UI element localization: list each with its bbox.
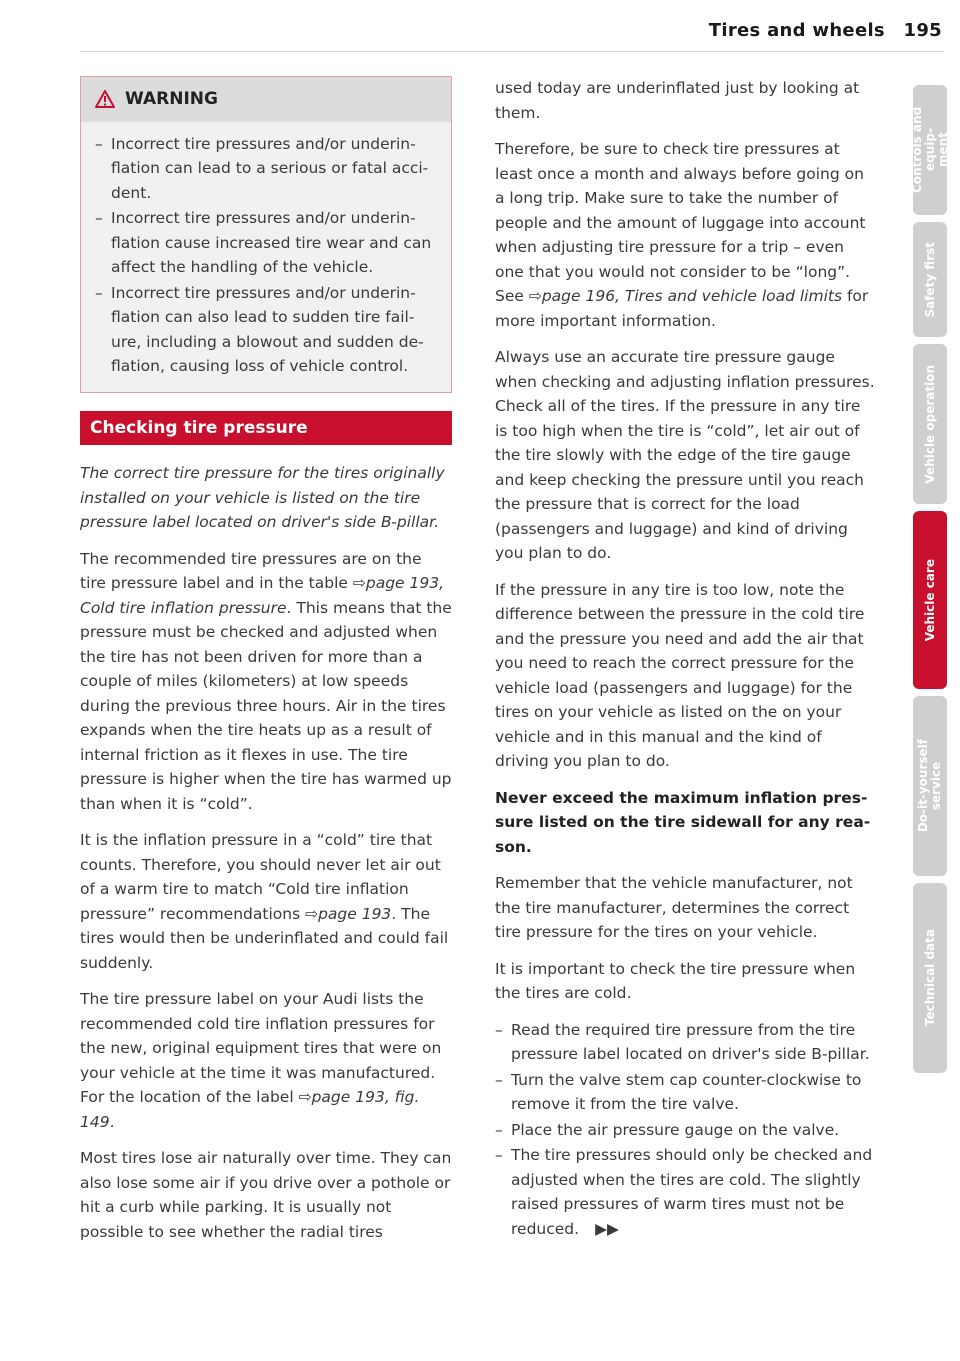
chapter-title: Tires and wheels xyxy=(708,20,885,41)
header-divider xyxy=(80,51,944,52)
paragraph: Therefore, be sure to check tire pressures at least once a month and always before going on a long trip. Make sure to take the number of people and the amount of luggage into account when adjusting tire pressure for a trip – even one that you would not consider to be “long”. See ⇨page 196, Tires and vehicle load limits for more important information. xyxy=(495,140,869,330)
warning-list xyxy=(81,122,451,392)
steps-list xyxy=(495,1018,875,1242)
paragraph: used today are underinflated just by looking at them. xyxy=(495,79,860,122)
warning-item: – Incorrect tire pressures and/or underinflation can also lead to sudden tire failure, including a blowout and sudden deflation, causing loss of vehicle control. xyxy=(95,281,437,379)
warning-triangle-icon xyxy=(95,90,115,108)
tab-controls-and-equipment[interactable]: Controls and equip- ment xyxy=(913,85,947,215)
page-reference-link[interactable]: ⇨page 193, Cold tire inflation pressure xyxy=(80,574,445,617)
warning-item: – Incorrect tire pressures and/or underinflation cause increased tire wear and can affect the handling of the vehicle. xyxy=(95,206,437,280)
tab-do-it-yourself-service[interactable]: Do-it-yourself service xyxy=(913,696,947,876)
step-item: – The tire pressures should only be checked and adjusted when the tires are cold. The slightly raised pressures of warm tires must not be reduced. ▶▶ xyxy=(495,1143,875,1241)
bold-notice: Never exceed the maximum inflation pressure listed on the tire sidewall for any reason. xyxy=(495,788,871,856)
paragraph: If the pressure in any tire is too low, note the difference between the pressure in the cold tire and the pressure you need and add the air that you need to reach the correct pressure for the vehicle load (passengers and luggage) for the tires on your vehicle as listed on the on your vehicle and in this manual and the kind of driving you plan to do. xyxy=(495,580,865,770)
page-reference-link[interactable]: ⇨page 193, fig. 149 xyxy=(80,1088,420,1131)
paragraph: It is the inflation pressure in a “cold” tire that counts. Therefore, you should never let air out of a warm tire to match “Cold tire inflation pressure” recommendations ⇨page 193. The tires would then be underinflated and could fail suddenly. xyxy=(80,831,449,972)
warning-box xyxy=(80,76,452,393)
paragraph: Most tires lose air naturally over time. They can also lose some air if you drive over a pothole or hit a curb while parking. It is usually not possible to see whether the radial tires xyxy=(80,1149,452,1241)
tab-vehicle-care[interactable]: Vehicle care xyxy=(913,511,947,689)
paragraph: Remember that the vehicle manufacturer, not the tire manufacturer, determines the correct tire pressure for the tires on your vehicle. xyxy=(495,874,853,941)
continue-arrow-icon: ▶▶ xyxy=(595,1219,619,1238)
paragraph: It is important to check the tire pressure when the tires are cold. xyxy=(495,959,856,1002)
page-reference-link[interactable]: ⇨page 196, Tires and vehicle load limits xyxy=(528,287,843,305)
page-reference-link[interactable]: ⇨page 193 xyxy=(305,904,392,923)
step-item: – Place the air pressure gauge on the valve. xyxy=(495,1118,875,1143)
chapter-sidebar xyxy=(909,85,950,1080)
left-column xyxy=(80,76,452,1256)
page-header xyxy=(709,20,942,41)
right-column xyxy=(495,76,875,1242)
warning-item: – Incorrect tire pressures and/or underinflation can lead to a serious or fatal accident. xyxy=(95,132,437,206)
paragraph: Always use an accurate tire pressure gauge when checking and adjusting inflation pressures. Check all of the tires. If the pressure in any tire is too high when the tire is “cold”, let air out of the tire slowly with the edge of the tire gauge and keep checking the pressure until you reach the pressure that is correct for the load (passengers and luggage) and kind of driving you plan to do. xyxy=(495,348,875,562)
warning-title: WARNING xyxy=(125,89,218,109)
paragraph: The recommended tire pressures are on the tire pressure label and in the table ⇨page 193, Cold tire inflation pressure. This means that the pressure must be checked and adjusted when the tire has not been driven for more than a couple of miles (kilometers) at low speeds during the previous three hours. Air in the tires expands when the tire heats up as a result of internal friction as it flexes in use. The tire pressure is higher when the tire has warmed up than when it is “cold”. xyxy=(80,549,452,813)
paragraph: The tire pressure label on your Audi lists the recommended cold tire inflation pressures for the new, original equipment tires that were on your vehicle at the time it was manufactured. For the location of the label ⇨page 193, fig. 149. xyxy=(80,990,442,1131)
tab-technical-data[interactable]: Technical data xyxy=(913,883,947,1073)
warning-header xyxy=(81,77,451,122)
tab-vehicle-operation[interactable]: Vehicle operation xyxy=(913,344,947,504)
page-number: 195 xyxy=(903,20,942,41)
step-item: – Turn the valve stem cap counter-clockwise to remove it from the tire valve. xyxy=(495,1068,875,1117)
section-intro: The correct tire pressure for the tires originally installed on your vehicle is listed on the tire pressure label located on driver's side B-pillar. xyxy=(80,464,445,531)
tab-safety-first[interactable]: Safety first xyxy=(913,222,947,337)
step-item: – Read the required tire pressure from the tire pressure label located on driver's side B-pillar. xyxy=(495,1018,875,1067)
section-title: Checking tire pressure xyxy=(80,411,452,446)
